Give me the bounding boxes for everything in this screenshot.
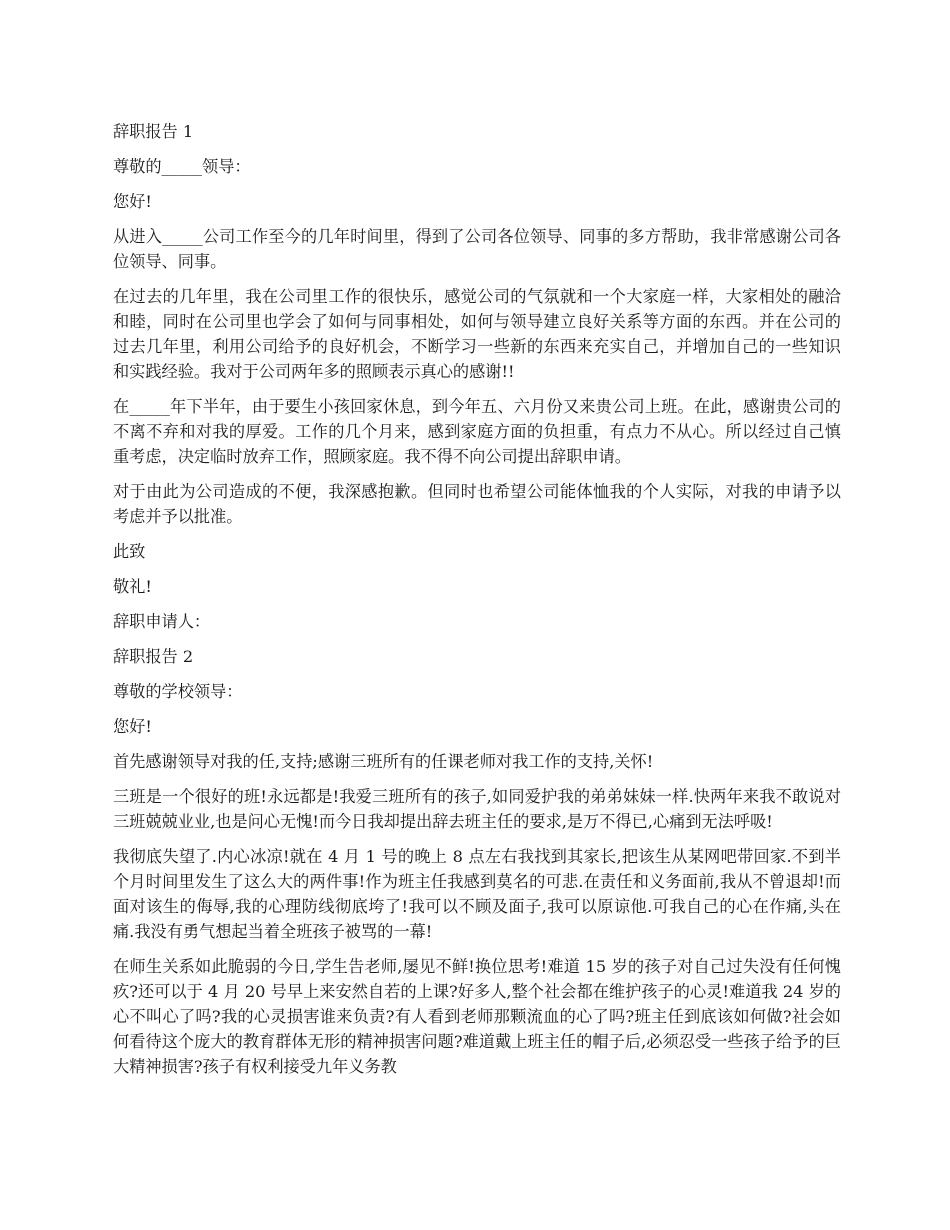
- document-body: [113, 119, 841, 1089]
- salutation: 尊敬的学校领导：: [113, 682, 243, 701]
- greeting: 您好!: [113, 192, 152, 211]
- body-paragraph: 我彻底失望了.内心冰凉!就在 4 月 1 号的晚上 8 点左右我找到其家长,把该生从某网吧带回家.不到半个月时间里发生了这么大的两件事!作为班主任我感到莫名的可悲.在责任和义务面前,我从不曾退却!而面对该生的侮辱,我的心理防线彻底垮了!我可以不顾及面子,我可以原谅他.可我自己的心在作痛,头在痛.我没有勇气想起当着全班孩子被骂的一幕!: [113, 847, 841, 941]
- heading-report-2: 辞职报告 2: [113, 647, 194, 666]
- signature-line: 辞职申请人：: [113, 612, 211, 631]
- closing-phrase: 此致: [113, 542, 146, 561]
- body-paragraph: 三班是一个很好的班!永远都是!我爱三班所有的孩子,如同爱护我的弟弟妹妹一样.快两年来我不敢说对三班兢兢业业,也是问心无愧!而今日我却提出辞去班主任的要求,是万不得已,心痛到无法呼吸!: [113, 787, 841, 831]
- closing-regards: 敬礼!: [113, 577, 152, 596]
- salutation: 尊敬的_____领导：: [113, 157, 251, 176]
- body-paragraph: 在过去的几年里，我在公司里工作的很快乐，感觉公司的气氛就和一个大家庭一样，大家相处的融洽和睦，同时在公司里也学会了如何与同事相处，如何与领导建立良好关系等方面的东西。并在公司的过去几年里，利用公司给予的良好机会，不断学习一些新的东西来充实自己，并增加自己的一些知识和实践经验。我对于公司两年多的照顾表示真心的感谢!!: [113, 287, 841, 381]
- greeting: 您好!: [113, 717, 152, 736]
- body-paragraph: 在_____年下半年，由于要生小孩回家休息，到今年五、六月份又来贵公司上班。在此，感谢贵公司的不离不弃和对我的厚爱。工作的几个月来，感到家庭方面的负担重，有点力不从心。所以经过自己慎重考虑，决定临时放弃工作，照顾家庭。我不得不向公司提出辞职申请。: [113, 397, 841, 466]
- body-paragraph: 对于由此为公司造成的不便，我深感抱歉。但同时也希望公司能体恤我的个人实际，对我的申请予以考虑并予以批准。: [113, 482, 841, 526]
- heading-report-1: 辞职报告 1: [113, 122, 194, 141]
- body-paragraph: 首先感谢领导对我的任,支持;感谢三班所有的任课老师对我工作的支持,关怀!: [113, 752, 654, 771]
- body-paragraph: 从进入_____公司工作至今的几年时间里，得到了公司各位领导、同事的多方帮助，我非常感谢公司各位领导、同事。: [113, 227, 841, 271]
- body-paragraph: 在师生关系如此脆弱的今日,学生告老师,屡见不鲜!换位思考!难道 15 岁的孩子对自己过失没有任何愧疚?还可以于 4 月 20 号早上来安然自若的上课?好多人,整个社会都在维护孩子的心灵!难道我 24 岁的心不叫心了吗?我的心灵损害谁来负责?有人看到老师那颗流血的心了吗?班主任到底该如何做?社会如何看待这个庞大的教育群体无形的精神损害问题?难道戴上班主任的帽子后,必须忍受一些孩子给予的巨大精神损害?孩子有权利接受九年义务教: [113, 957, 841, 1076]
